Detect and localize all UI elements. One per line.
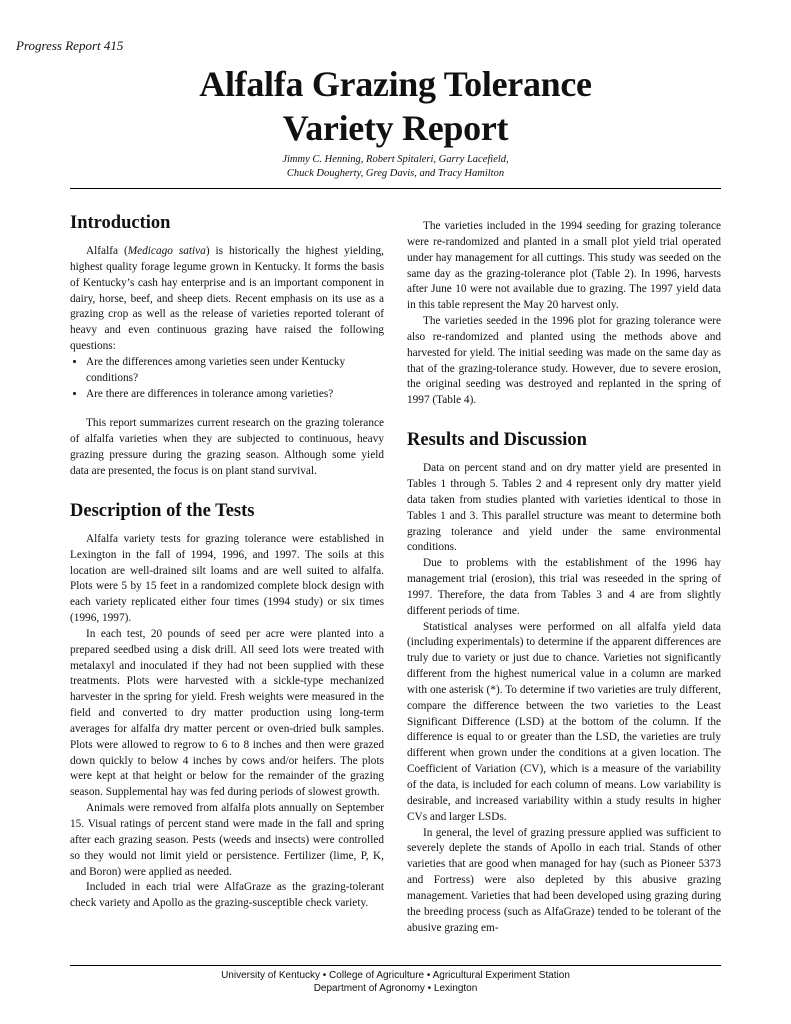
footer-line-2: Department of Agronomy • Lexington — [313, 982, 478, 994]
results-heading: Results and Discussion — [407, 430, 587, 451]
question-item-1: • Are the differences among varieties seen under Kentucky conditions? — [86, 355, 384, 387]
header-rule — [70, 188, 721, 189]
tests-paragraph-2: In each test, 20 pounds of seed per acre were planted into a prepared seedbed using a disk drill. All seed lots were treated with metalaxyl and inoculated if they had not been supplied with these treatments. Plots were harvested with a sickle-type mechanized harvester in the spring for yield. Fresh weights were measured in the field and converted to dry matter production using long-term averages for alfalfa dry matter percent or oven-dried bulk samples. Plots were allowed to regrow to 6 to 8 inches and then were grazed down quickly to below 4 inches by cows and/or heifers. The plots were kept at that height or below for the remainder of the grazing season. Supplemental hay was fed during periods of slowest growth. — [70, 627, 384, 799]
authors — [0, 153, 791, 181]
title-line-1: Alfalfa Grazing Tolerance — [199, 64, 592, 104]
report-header — [0, 38, 791, 181]
report-number: Progress Report 415 — [16, 38, 124, 53]
results-paragraph-2: Due to problems with the establishment of the 1996 hay management trial (erosion), this trial was reseeded in the spring of 1997. Therefore, the data from Tables 3 and 4 are from slightly different periods of time. — [407, 557, 721, 617]
intro-p1-start: Alfalfa ( — [86, 245, 128, 257]
questions-list — [70, 355, 384, 403]
tests-paragraph-1: Alfalfa variety tests for grazing tolerance were established in Lexington in the fall of 1994, 1996, and 1997. The soils at this location are well-drained silt loams and are well suited to alfalfa. Plots were 5 by 15 feet in a randomized complete block design with each variety replicated either four times (1994 study) or six times (1996, 1997). — [70, 532, 384, 625]
introduction-heading: Introduction — [70, 213, 171, 233]
tests-heading: Description of the Tests — [70, 500, 255, 521]
intro-paragraph-1 — [70, 244, 384, 355]
footer-line-1: University of Kentucky • College of Agriculture • Agricultural Experiment Station — [221, 970, 570, 981]
authors-line-1: Jimmy C. Henning, Robert Spitaleri, Garry Lacefield, — [282, 154, 509, 165]
intro-paragraph-2: This report summarizes current research on the grazing tolerance of alfalfa varieties when they are subjected to continuous, heavy grazing pressure during the grazing season. Although some yield data are presented, the focus is on plant stand survival. — [70, 417, 384, 477]
trial-paragraph-2: The varieties seeded in the 1996 plot for grazing tolerance were also re-randomized and planted using the methods above and harvested for yield. The initial seeding was made on the same day as that of the grazing-tolerance study. However, due to severe erosion, the original seeding was destroyed and replanted in the spring of 1997 (Table 4). — [407, 315, 721, 407]
footer-rule — [70, 965, 721, 966]
question-item-2: • Are there are differences in tolerance among varieties? — [86, 387, 384, 403]
tests-paragraph-4: Included in each trial were AlfaGraze as the grazing-tolerant check variety and Apollo as the grazing-susceptible check variety. — [70, 881, 384, 910]
results-paragraph-4: In general, the level of grazing pressure applied was sufficient to severely deplete the stands of Apollo in each trial. Stands of other varieties that are good when managed for hay (such as Pioneer 5373 and Fortress) were also depleted by this abusive grazing management. Varieties that had been developed using grazing during the breeding process (such as AlfaGraze) tended to be tolerant of the abusive grazing em- — [407, 826, 721, 934]
results-paragraph-3: Statistical analyses were performed on all alfalfa yield data (including experimentals) to determine if the apparent differences are truly due to variety or just due to chance. Varieties not significantly different from the highest numerical value in a column are marked with one asterisk (*). To determine if two varieties are truly different, compare the difference between the two varieties to the Least Significant Difference (LSD) at the bottom of the column. If the difference is equal to or greater than the LSD, the varieties are truly different when grown under the conditions at a given location. The Coefficient of Variation (CV), which is a measure of the variability of the data, is included for each column of means. Low variability is desirable, and increased variability within a study results in higher CVs and larger LSDs. — [407, 620, 721, 823]
intro-p1-species: Medicago sativa — [127, 245, 206, 257]
footer — [0, 970, 791, 995]
right-column — [407, 219, 721, 936]
tests-paragraph-3: Animals were removed from alfalfa plots annually on September 15. Visual ratings of percent stand were made in the fall and spring after each grazing season. Pests (weeds and insects) were controlled so they would not limit yield or persistence. Fertilizer (lime, P, K, and Boron) were applied as needed. — [70, 802, 384, 878]
authors-line-2: Chuck Dougherty, Greg Davis, and Tracy Hamilton — [286, 168, 505, 179]
intro-p1-rest: ) is historically the highest yielding, highest quality forage legume grown in Kentucky. It forms the basis of Kentucky’s cash hay enterprise and is an important component in dairy, horse, beef, and sheep diets. Recent emphasis on its use as a grazing crop as well as the release of varieties reported tolerant of heavy and even continuous grazing have raised the following questions: — [70, 245, 385, 353]
report-title — [0, 62, 791, 150]
trial-paragraph-1: The varieties included in the 1994 seeding for grazing tolerance were re-randomized and planted in a small plot yield trial operated under hay management for all cuttings. This study was seeded on the same day as the grazing-tolerance plot (Table 2). In 1996, harvests after June 10 were not available due to grazing. The 1997 yield data in this table represent the May 20 harvest only. — [407, 220, 721, 312]
title-line-2: Variety Report — [282, 108, 509, 148]
left-column — [70, 212, 384, 912]
results-paragraph-1: Data on percent stand and on dry matter yield are presented in Tables 1 through 5. Tables 2 and 4 represent only dry matter yield data taken from studies planted with varieties identical to those in Tables 1 and 3. This parallel structure was meant to determine both grazing tolerance and yield under the same environmental conditions. — [407, 462, 721, 554]
